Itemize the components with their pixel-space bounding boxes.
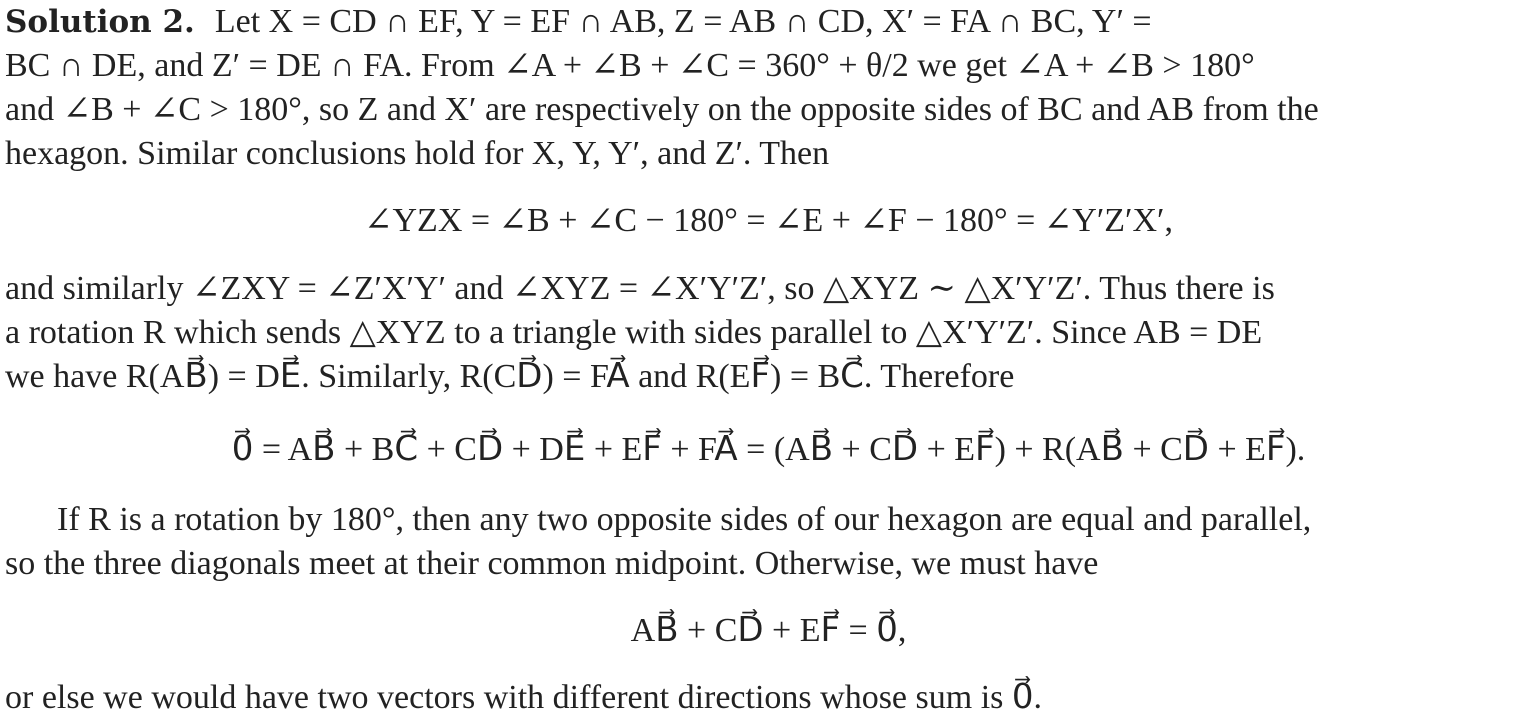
- paragraph-line-10: or else we would have two vectors with different directions whose sum is 0⃗.: [5, 679, 1042, 716]
- paragraph-line-3: and ∠B + ∠C > 180°, so Z and X′ are respectively on the opposite sides of BC and AB from the: [5, 91, 1319, 128]
- paragraph-line-6: a rotation R which sends △XYZ to a triangle with sides parallel to △X′Y′Z′. Since AB = DE: [5, 314, 1263, 351]
- paragraph-line-2: BC ∩ DE, and Z′ = DE ∩ FA. From ∠A + ∠B + ∠C = 360° + θ/2 we get ∠A + ∠B > 180°: [5, 47, 1255, 84]
- display-equation-angles: ∠YZX = ∠B + ∠C − 180° = ∠E + ∠F − 180° = ∠Y′Z′X′,: [364, 202, 1173, 239]
- display-equation-vector-sum: 0⃗ = AB⃗ + BC⃗ + CD⃗ + DE⃗ + EF⃗ + FA⃗ = (AB⃗ + CD⃗ + EF⃗) + R(AB⃗ + CD⃗ + EF⃗).: [231, 431, 1306, 468]
- paragraph-line-1: [5, 0, 1527, 44]
- solution-heading: Solution 2.: [5, 4, 195, 40]
- text-line: Let X = CD ∩ EF, Y = EF ∩ AB, Z = AB ∩ CD, X′ = FA ∩ BC, Y′ =: [214, 3, 1152, 40]
- paragraph-line-9: so the three diagonals meet at their common midpoint. Otherwise, we must have: [5, 545, 1099, 582]
- display-equation-zero: AB⃗ + CD⃗ + EF⃗ = 0⃗,: [630, 612, 907, 649]
- paragraph-line-7: we have R(AB⃗) = DE⃗. Similarly, R(CD⃗) = FA⃗ and R(EF⃗) = BC⃗. Therefore: [5, 358, 1015, 395]
- paragraph-line-4: hexagon. Similar conclusions hold for X, Y, Y′, and Z′. Then: [5, 135, 830, 172]
- paragraph-line-5: and similarly ∠ZXY = ∠Z′X′Y′ and ∠XYZ = ∠X′Y′Z′, so △XYZ ∼ △X′Y′Z′. Thus there is: [5, 270, 1275, 307]
- paragraph-line-8: If R is a rotation by 180°, then any two opposite sides of our hexagon are equal and parallel,: [57, 501, 1312, 538]
